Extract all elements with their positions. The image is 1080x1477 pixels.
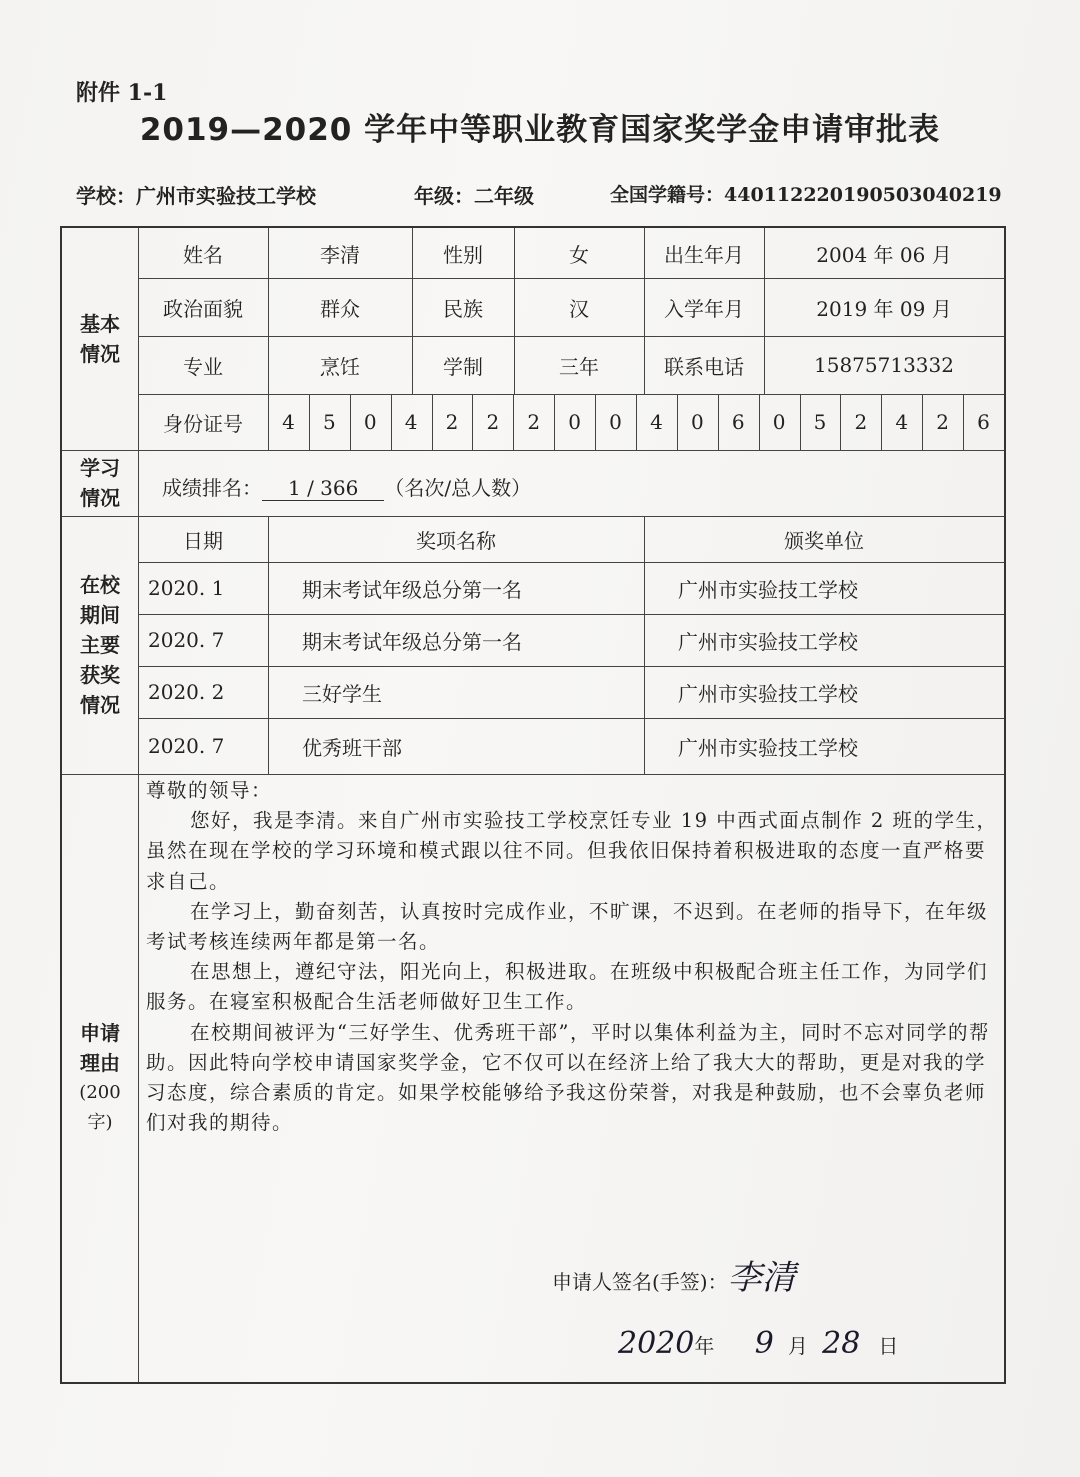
name-label: 姓名 xyxy=(183,242,223,267)
political-label: 政治面貌 xyxy=(163,296,243,321)
id-digit: 4 xyxy=(895,410,909,434)
enroll-label: 入学年月 xyxy=(664,296,744,321)
name-value: 李清 xyxy=(320,242,360,267)
section-basic-label: 基本情况 xyxy=(80,312,120,366)
birth-label: 出生年月 xyxy=(664,242,744,267)
section-awards-label: 在校期间主要获奖情况 xyxy=(80,573,120,717)
award-row-4-date: 2020. 7 xyxy=(148,734,225,758)
phone-value: 15875713332 xyxy=(814,353,954,377)
section-reason-label: 申请理由 (200字) xyxy=(62,774,138,1382)
award-row-4-org: 广州市实验技工学校 xyxy=(678,735,858,760)
signature-line xyxy=(552,1250,796,1299)
sign-month-unit: 月 xyxy=(787,1334,808,1358)
letter-paragraph: 在校期间被评为“三好学生、优秀班干部”，平时以集体利益为主，同时不忘对同学的帮助。因此特向学校申请国家奖学金，它不仅可以在经济上给了我大大的帮助，更是对我的学习态度，综合素质的肯定。如果学校能够给予我这份荣誉，对我是种鼓励，也不会辜负老师们对我的期待。 xyxy=(146,1020,990,1135)
awards-header-name: 奖项名称 xyxy=(416,528,496,553)
award-row-3-name: 三好学生 xyxy=(302,681,382,706)
letter-paragraph: 在思想上，遵纪守法，阳光向上，积极进取。在班级中积极配合班主任工作，为同学们服务。在寝室积极配合生活老师做好卫生工作。 xyxy=(146,960,989,1014)
sign-day-unit: 日 xyxy=(878,1334,899,1358)
birth-value: 2004 年 06 月 xyxy=(816,242,952,267)
id-digit: 2 xyxy=(936,410,950,434)
student-no-info xyxy=(610,180,1002,207)
ethnic-label: 民族 xyxy=(443,296,483,321)
page-title: 2019—2020 学年中等职业教育国家奖学金申请审批表 xyxy=(139,112,941,148)
school-label: 学校： xyxy=(76,184,136,208)
rank-label: 成绩排名： xyxy=(162,476,262,500)
phone-label: 联系电话 xyxy=(664,354,744,379)
awards-header-date: 日期 xyxy=(183,528,223,553)
sign-date xyxy=(618,1326,898,1361)
grade-label: 年级： xyxy=(414,184,474,208)
enroll-value: 2019 年 09 月 xyxy=(816,296,952,321)
political-value: 群众 xyxy=(320,296,360,321)
award-row-4-name: 优秀班干部 xyxy=(302,735,402,760)
id-digit: 2 xyxy=(854,410,868,434)
ethnic-value: 汉 xyxy=(569,296,589,321)
letter-paragraph: 在学习上，勤奋刻苦，认真按时完成作业，不旷课，不迟到。在老师的指导下，在年级考试考核连续两年都是第一名。 xyxy=(146,899,989,954)
id-digit: 0 xyxy=(609,410,622,434)
award-row-1-date: 2020. 1 xyxy=(148,576,225,600)
award-row-2-date: 2020. 7 xyxy=(148,628,225,652)
rank-value: 1 / 366 xyxy=(262,476,384,501)
student-no-label: 全国学籍号： xyxy=(610,184,725,206)
sign-year: 2020 xyxy=(618,1326,695,1361)
major-value: 烹饪 xyxy=(320,354,360,379)
id-digit: 0 xyxy=(568,410,582,434)
id-digit: 2 xyxy=(445,410,459,434)
attachment-label: 附件 1-1 xyxy=(76,80,168,106)
awards-header-org: 颁奖单位 xyxy=(784,528,864,553)
id-digit: 5 xyxy=(322,410,336,434)
letter-paragraph: 您好，我是李清。来自广州市实验技工学校烹饪专业 19 中西式面点制作 2 班的学生，虽然在现在学校的学习环境和模式跟以往不同。但我依旧保持着积极进取的态度一直严格要求自己。 xyxy=(146,809,998,893)
application-form xyxy=(60,226,1006,1384)
section-study-label: 学习情况 xyxy=(80,456,120,510)
letter-salutation: 尊敬的领导： xyxy=(146,779,273,802)
award-row-3-org: 广州市实验技工学校 xyxy=(678,681,858,706)
id-digit: 6 xyxy=(731,410,745,434)
school-info xyxy=(76,180,316,209)
id-digit: 4 xyxy=(650,410,663,434)
grade-info xyxy=(414,180,534,209)
section-reason-note: (200字) xyxy=(79,1082,121,1133)
id-digit: 0 xyxy=(690,410,704,434)
id-label: 身份证号 xyxy=(163,411,243,436)
id-digit: 2 xyxy=(486,410,500,434)
reason-letter xyxy=(146,776,1006,1138)
handwritten-signature: 李清 xyxy=(727,1258,796,1298)
gender-label: 性别 xyxy=(443,242,483,267)
major-label: 专业 xyxy=(183,354,223,379)
grade-value: 二年级 xyxy=(474,184,534,208)
award-row-2-name: 期末考试年级总分第一名 xyxy=(302,629,522,654)
award-row-3-date: 2020. 2 xyxy=(148,680,225,704)
length-value: 三年 xyxy=(559,354,599,379)
id-digit: 6 xyxy=(977,410,990,434)
gender-value: 女 xyxy=(569,242,589,267)
length-label: 学制 xyxy=(443,354,483,379)
id-digit: 4 xyxy=(282,410,295,434)
id-digit: 2 xyxy=(527,410,541,434)
id-digit: 4 xyxy=(404,410,418,434)
rank-note: （名次/总人数） xyxy=(384,476,532,500)
award-row-2-org: 广州市实验技工学校 xyxy=(678,629,858,654)
id-digit: 0 xyxy=(363,410,377,434)
rank-line xyxy=(162,472,531,501)
school-value: 广州市实验技工学校 xyxy=(136,184,316,208)
sign-label: 申请人签名(手签)： xyxy=(552,1270,728,1294)
award-row-1-name: 期末考试年级总分第一名 xyxy=(302,577,522,602)
award-row-1-org: 广州市实验技工学校 xyxy=(678,577,858,602)
sign-year-unit: 年 xyxy=(694,1334,715,1358)
sign-day: 28 xyxy=(822,1326,861,1361)
sign-month: 9 xyxy=(754,1326,774,1361)
id-digit: 0 xyxy=(772,410,786,434)
student-no-value: 44011222019050304021​9 xyxy=(724,184,1002,206)
id-digit: 5 xyxy=(813,410,827,434)
